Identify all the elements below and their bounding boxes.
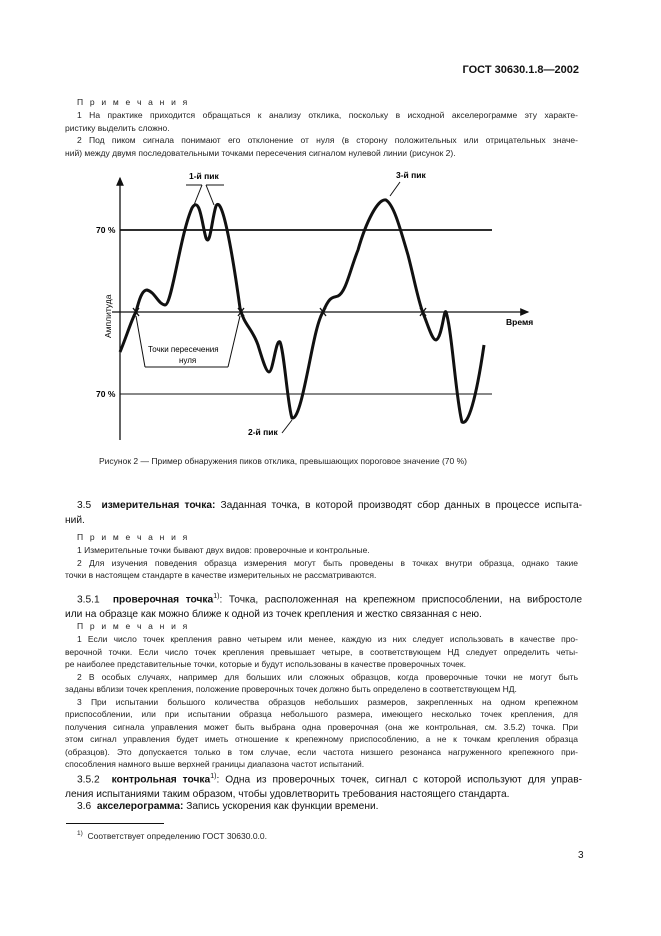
note-line: 1 Если число точек крепления равно четырем или менее, каждую из них следует использовать в качестве про- — [77, 634, 578, 644]
peak-1-label: 1-й пик — [189, 171, 219, 181]
note-2 — [65, 134, 578, 159]
notes-3-5-1 — [65, 633, 578, 771]
section-3-5-line2: ний. — [65, 515, 85, 526]
note-1 — [65, 109, 578, 134]
threshold-label-top: 70 % — [96, 225, 116, 235]
section-3-5-1-line2: или на образце как можно ближе к одной из точек крепления и жестко связанная с нею. — [65, 609, 482, 621]
note-line: способления намного выше верхней границы диапазона частот испытаний. — [65, 759, 365, 769]
note-line: получения сигнала управления может быть выбрана одна проверочная (она же контрольная, см. 3.5.2) точка. При — [65, 721, 578, 732]
note-line: 3 При испытании большого количества образцов небольших размеров, закрепленных на одном крепежном — [77, 696, 578, 707]
note-line: заданы вблизи точек крепления, положение проверочных точек должно быть определено в соответствующем НД. — [65, 684, 517, 694]
footnote — [77, 828, 267, 842]
note-line: ре наиболее представительные точки, которые и будут использованы в качестве проверочных точек. — [65, 659, 466, 669]
axis-y-label: Амплитуда — [103, 294, 113, 338]
notes-heading: П р и м е ч а н и я — [77, 97, 190, 107]
axis-x-label: Время — [506, 317, 534, 327]
zero-points-leader-right — [228, 316, 240, 367]
section-3-6 — [77, 799, 582, 814]
figure-caption: Рисунок 2 — Пример обнаружения пиков отклика, превышающих пороговое значение (70 %) — [99, 456, 467, 466]
zero-points-label-line2: нуля — [179, 356, 197, 365]
notes-heading: П р и м е ч а н и я — [77, 621, 190, 631]
term: акселерограмма: — [96, 801, 184, 812]
note-line: (образцов). Это допускается только в том случае, если частота низшего резонанса нагруженного крепежного при- — [65, 746, 578, 757]
section-3-5-2 — [65, 769, 583, 802]
section-3-5-2-line2: ления испытаниями таким образом, чтобы удовлетворить требования настоящего стандарта. — [65, 789, 510, 801]
peak-1-arrow-left — [194, 185, 202, 205]
peak-2-label: 2-й пик — [248, 427, 278, 437]
footnote-ref: 1) — [210, 773, 217, 780]
section-3-5-1 — [65, 589, 582, 622]
note-line: приспособлении, или при испытании образца небольшого размера, имеющего несколько точек крепления, для — [65, 709, 578, 719]
standard-id: ГОСТ 30630.1.8—2002 — [462, 64, 579, 76]
definition: Запись ускорения как функции времени. — [186, 801, 379, 812]
note-line: 1 Измерительные точки бывают двух видов: проверочные и контрольные. — [77, 545, 370, 555]
threshold-label-bottom: 70 % — [96, 389, 116, 399]
definition: : Одна из проверочных точек, сигнал с которой используют для управ- — [216, 774, 583, 786]
section-number: 3.6 — [77, 801, 92, 812]
zero-points-leader-left — [136, 316, 145, 367]
section-number: 3.5 — [77, 500, 92, 511]
peak-1-arrow-right — [206, 185, 214, 205]
peak-3-label: 3-й пик — [396, 170, 426, 180]
note-2-line1: 2 Под пиком сигнала понимают его отклонение от нуля (в сторону положительных или отрицательных значе- — [77, 135, 578, 145]
note-line: верочной точки. Если число точек крепления превышает четыре, в соответствующем НД следует определить четы- — [65, 646, 578, 657]
section-number: 3.5.1 — [77, 594, 100, 606]
definition: : Точка, расположенная на крепежном приспособлении, на вибростоле — [219, 594, 582, 606]
term: контрольная точка — [111, 774, 211, 786]
notes-3-5 — [65, 544, 578, 582]
section-3-5-2-line1 — [77, 769, 582, 787]
section-3-5-line1 — [77, 498, 582, 513]
footnote-text: Соответствует определению ГОСТ 30630.0.0. — [87, 830, 267, 841]
term: проверочная точка — [112, 594, 214, 606]
zero-points-label-line1: Точки пересечения — [148, 345, 219, 354]
section-number: 3.5.2 — [77, 774, 100, 786]
section-3-5-1-line1 — [77, 589, 582, 607]
notes-heading: П р и м е ч а н и я — [77, 532, 190, 542]
note-line: этом сигнал управления будет иметь отношение к крепежному приспособлению, а не к точкам крепления образца — [65, 734, 578, 744]
note-2-line2: ний) между двумя последовательными точками пересечения сигналом нулевой линии (рисунок 2). — [65, 147, 456, 158]
note-line: точки в настоящем стандарте в качестве измерительных не рассматриваются. — [65, 570, 377, 580]
signal-curve — [120, 200, 484, 423]
term: измерительная точка: — [101, 500, 216, 511]
footnote-separator — [66, 823, 164, 824]
footnote-mark: 1) — [77, 830, 83, 837]
figure-peak-detection — [0, 160, 661, 445]
peak-2-leader — [282, 420, 292, 433]
page-number: 3 — [578, 850, 584, 861]
note-1-line1: 1 На практике приходится обращаться к анализу отклика, поскольку в исходной акселерограмме эту характе- — [77, 110, 578, 120]
note-line: 2 Для изучения поведения образца измерения могут быть проведены в точках внутри образца, однако такие — [77, 557, 578, 568]
footnote-ref: 1) — [213, 593, 220, 600]
definition: Заданная точка, в которой производят сбор данных в процессе испыта- — [220, 500, 583, 511]
note-1-line2: ристику выделить сложно. — [65, 122, 170, 133]
peak-3-leader — [390, 182, 400, 196]
section-3-5 — [65, 498, 583, 528]
note-line: 2 В особых случаях, например для больших или сложных образцов, когда проверочные точки не могут быть — [77, 671, 578, 682]
